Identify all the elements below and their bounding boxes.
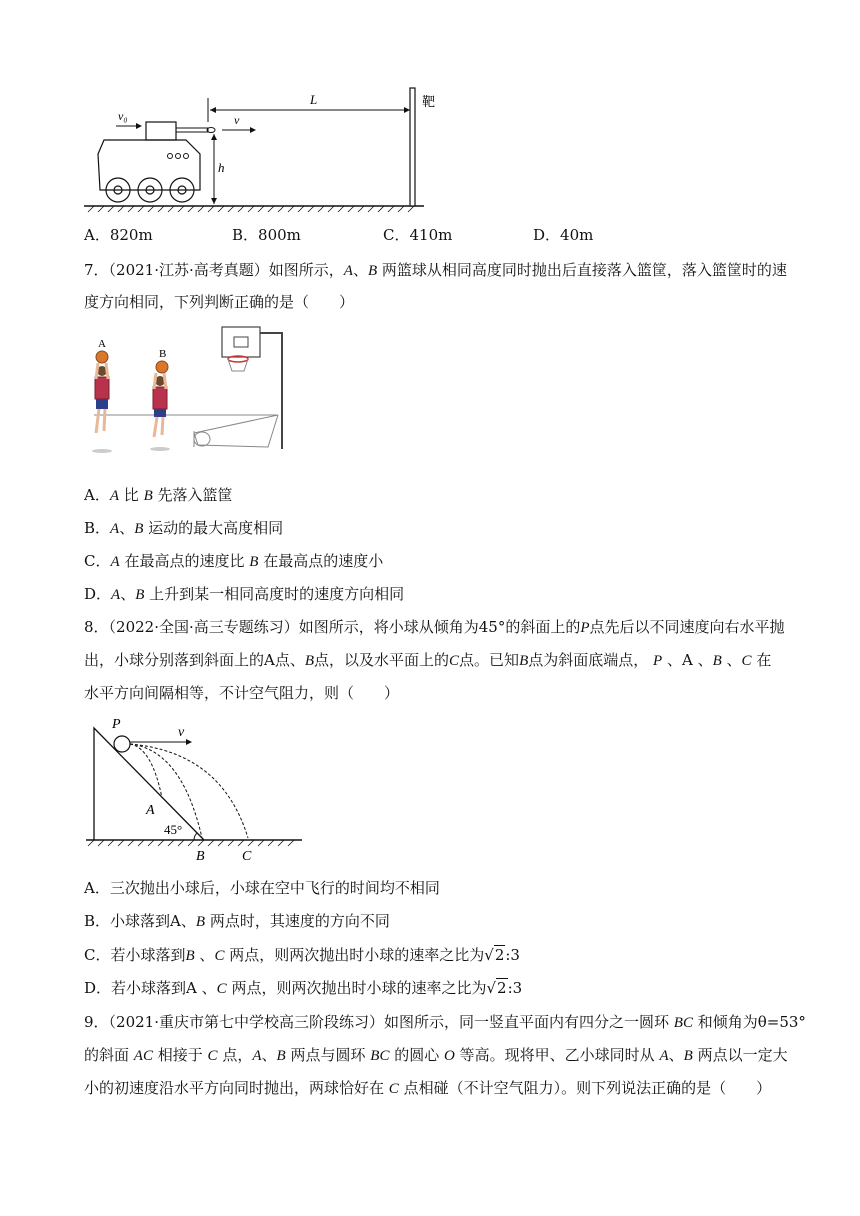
q7-option-a: A．A 比 B 先落入篮筐 [84, 486, 233, 504]
angle-label: 45° [164, 822, 183, 837]
q9-stem-line1: 9．（2021·重庆市第七中学校高三阶段练习）如图所示，同一竖直平面内有四分之一圆环 BC 和倾角为θ=53° [84, 1013, 806, 1031]
q7-option-d: D．A、B 上升到某一相同高度时的速度方向相同 [84, 585, 405, 603]
incline-figure [82, 714, 312, 866]
q8-stem-line2: 出，小球分别落到斜面上的A点、B点，以及水平面上的C点。已知B点为斜面底端点， P 、A 、B 、C 在 [84, 651, 772, 669]
q7-stem-line2: 度方向相同，下列判断正确的是（ ） [84, 293, 355, 311]
q9-stem-line3: 小的初速度沿水平方向同时抛出，两球恰好在 C 点相碰（不计空气阻力）。则下列说法正确的是（ ） [84, 1079, 772, 1097]
q7-option-c: C．A 在最高点的速度比 B 在最高点的速度小 [84, 552, 384, 570]
q7-stem-line1: 7．（2021·江苏·高考真题）如图所示，A、B 两篮球从相同高度同时抛出后直接落入篮筐，落入篮筐时的速 [84, 261, 787, 279]
h-label: h [218, 160, 225, 175]
basketball-figure [82, 323, 288, 467]
q6-option-b: B．800m [232, 226, 301, 244]
target-label: 靶 [422, 95, 436, 110]
label-b: B [159, 348, 167, 360]
q8-option-b: B．小球落到A、B 两点时，其速度的方向不同 [84, 912, 390, 930]
q7-option-b: B．A、B 运动的最大高度相同 [84, 519, 284, 537]
v-arrow-label: v [178, 725, 185, 740]
tank-figure [82, 84, 452, 214]
q8-stem-line1: 8．（2022·全国·高三专题练习）如图所示，将小球从倾角为45°的斜面上的P点先后以不同速度向右水平抛 [84, 618, 785, 636]
q6-option-a: A．820m [84, 226, 153, 244]
q8-option-c: C．若小球落到B 、C 两点，则两次抛出时小球的速率之比为√2:3 [84, 946, 520, 964]
q8-option-a: A．三次抛出小球后，小球在空中飞行的时间均不相同 [84, 879, 440, 897]
P-label: P [112, 717, 121, 732]
C-label: C [242, 849, 252, 864]
B-label: B [196, 849, 205, 864]
L-label: L [310, 92, 318, 107]
v0-label: v₀ [118, 109, 128, 123]
q8-stem-line3: 水平方向间隔相等，不计空气阻力，则（ ） [84, 684, 400, 702]
q6-option-d: D．40m [533, 226, 594, 244]
q8-option-d: D．若小球落到A 、C 两点，则两次抛出时小球的速率之比为√2:3 [84, 979, 523, 997]
A-label: A [146, 803, 155, 818]
label-a: A [98, 338, 106, 350]
q6-option-c: C．410m [383, 226, 453, 244]
q9-stem-line2: 的斜面 AC 相接于 C 点，A、B 两点与圆环 BC 的圆心 O 等高。现将甲、乙小球同时从 A、B 两点以一定大 [84, 1046, 788, 1064]
v-label: v [234, 113, 240, 127]
